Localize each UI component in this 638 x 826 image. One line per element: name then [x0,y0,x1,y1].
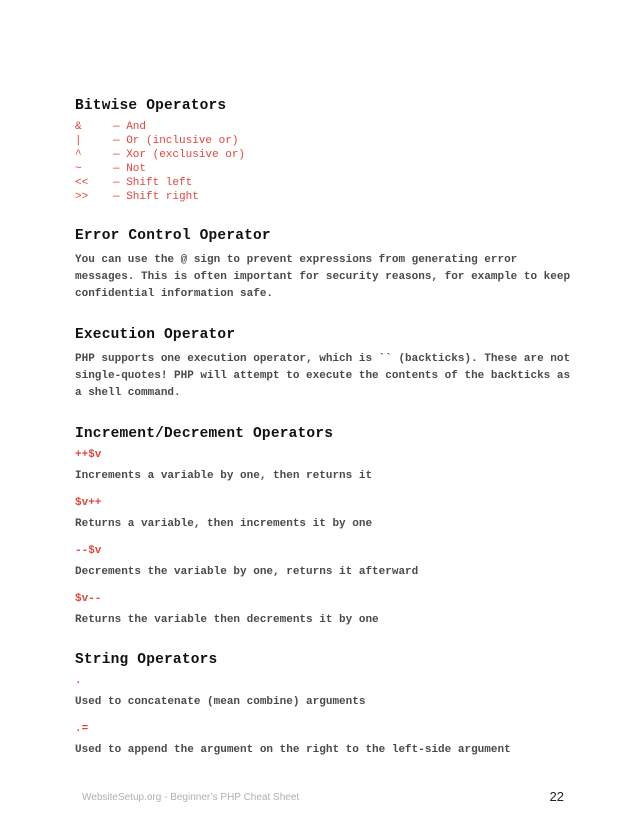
list-item [75,721,575,758]
execution-text: PHP supports one execution operator, which is `` (backticks). These are not single-quotes! PHP will attempt to execute the contents of the backticks as a shell command. [75,353,571,399]
execution-title: Execution Operator [75,327,236,343]
list-item [75,495,575,540]
operator-description: Decrements the variable by one, returns it afterward [75,566,419,578]
operator-code: --$v [75,545,102,557]
list-item [75,543,575,588]
operator-symbol: | [75,135,82,147]
error-control-text: You can use the @ sign to prevent expressions from generating error messages. This is often important for security reasons, for example to keep confidential information safe. [75,254,571,300]
string-ops-section [75,650,575,758]
operator-symbol: >> [75,191,89,203]
operator-description: Increments a variable by one, then returns it [75,470,373,482]
operator-desc: — Shift left [113,177,193,189]
operator-symbol: ^ [75,149,82,161]
bitwise-table [75,120,575,204]
operator-code: $v-- [75,593,102,605]
operator-desc: — Xor (exclusive or) [113,149,246,161]
operator-description: Used to concatenate (mean combine) arguments [75,696,366,708]
operator-symbol: << [75,177,89,189]
bitwise-row [75,120,575,134]
error-control-title: Error Control Operator [75,228,271,244]
operator-desc: — And [113,121,147,133]
bitwise-row [75,148,575,162]
list-item [75,447,575,492]
string-ops-title: String Operators [75,652,218,668]
operator-description: Used to append the argument on the right to the left-side argument [75,744,511,756]
operator-code: ++$v [75,449,102,461]
execution-section [75,325,575,402]
bitwise-row [75,190,575,204]
operator-code: . [75,675,82,687]
operator-symbol: & [75,121,82,133]
operator-desc: — Shift right [113,191,199,203]
footer-text: WebsiteSetup.org - Beginner’s PHP Cheat Sheet [82,792,300,803]
list-item [75,591,575,628]
operator-code: $v++ [75,497,102,509]
operator-symbol: ~ [75,163,82,175]
page-number: 22 [549,789,564,804]
bitwise-title: Bitwise Operators [75,98,227,114]
bitwise-row [75,162,575,176]
operator-description: Returns the variable then decrements it by one [75,614,379,626]
operator-code: .= [75,723,89,735]
page-content [75,96,575,758]
operator-desc: — Or (inclusive or) [113,135,239,147]
operator-desc: — Not [113,163,147,175]
operator-description: Returns a variable, then increments it by one [75,518,373,530]
incdec-section [75,424,575,628]
incdec-title: Increment/Decrement Operators [75,426,334,442]
bitwise-section [75,96,575,204]
error-control-section [75,226,575,303]
bitwise-row [75,176,575,190]
bitwise-row [75,134,575,148]
list-item [75,673,575,718]
